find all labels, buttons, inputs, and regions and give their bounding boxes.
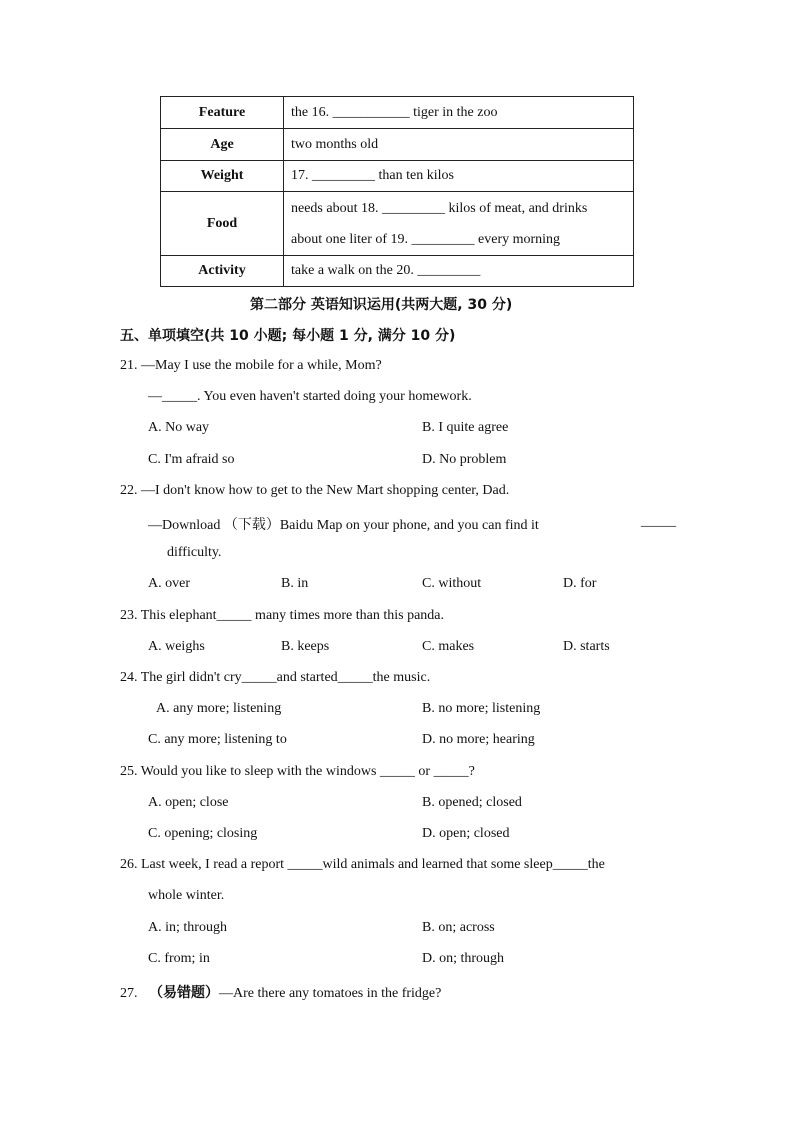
question-27-number: 27. xyxy=(120,986,138,1001)
table-row xyxy=(161,97,634,129)
question-27-tag: （易错题） xyxy=(149,985,219,1001)
option-22-d[interactable]: D. for xyxy=(563,576,597,591)
row-label: Age xyxy=(161,129,284,161)
option-24-a[interactable]: A. any more; listening xyxy=(156,701,282,716)
row-label: Feature xyxy=(161,97,284,129)
table-row xyxy=(161,192,634,256)
option-21-a[interactable]: A. No way xyxy=(148,420,210,435)
option-22-a[interactable]: A. over xyxy=(148,576,190,591)
row-value xyxy=(284,192,634,256)
question-27-stem xyxy=(120,982,441,1002)
row-label: Food xyxy=(161,192,284,256)
option-21-c[interactable]: C. I'm afraid so xyxy=(148,452,235,467)
option-21-d[interactable]: D. No problem xyxy=(422,452,507,467)
option-25-a[interactable]: A. open; close xyxy=(148,795,229,810)
option-26-d[interactable]: D. on; through xyxy=(422,951,505,966)
option-25-c[interactable]: C. opening; closing xyxy=(148,826,258,841)
question-22-blank: _____ xyxy=(641,514,676,529)
question-27-text: —Are there any tomatoes in the fridge? xyxy=(219,986,442,1001)
question-21-reply: —_____. You even haven't started doing your homework. xyxy=(148,389,472,404)
table-row xyxy=(161,256,634,287)
option-21-b[interactable]: B. I quite agree xyxy=(422,420,509,435)
option-23-d[interactable]: D. starts xyxy=(563,639,610,654)
question-22-stem: 22. —I don't know how to get to the New Mart shopping center, Dad. xyxy=(120,483,510,498)
option-22-b[interactable]: B. in xyxy=(281,576,309,591)
row-value-line2: about one liter of 19. _________ every morning xyxy=(291,231,561,247)
option-23-c[interactable]: C. makes xyxy=(422,639,475,654)
section5-heading: 五、单项填空(共 10 小题; 每小题 1 分, 满分 10 分) xyxy=(120,328,456,344)
info-table xyxy=(160,96,634,287)
option-23-a[interactable]: A. weighs xyxy=(148,639,205,654)
question-25-stem: 25. Would you like to sleep with the windows _____ or _____? xyxy=(120,764,475,779)
option-26-a[interactable]: A. in; through xyxy=(148,920,227,935)
part2-heading: 第二部分 英语知识运用(共两大题, 30 分) xyxy=(250,297,513,313)
question-23-stem: 23. This elephant_____ many times more than this panda. xyxy=(120,608,445,623)
option-24-c[interactable]: C. any more; listening to xyxy=(148,732,287,747)
row-value: 17. _________ than ten kilos xyxy=(284,161,634,192)
row-label: Activity xyxy=(161,256,284,287)
option-25-b[interactable]: B. opened; closed xyxy=(422,795,522,810)
option-25-d[interactable]: D. open; closed xyxy=(422,826,510,841)
option-24-b[interactable]: B. no more; listening xyxy=(422,701,541,716)
option-26-c[interactable]: C. from; in xyxy=(148,951,210,966)
question-22-reply-cont: difficulty. xyxy=(167,545,222,560)
option-26-b[interactable]: B. on; across xyxy=(422,920,495,935)
option-23-b[interactable]: B. keeps xyxy=(281,639,330,654)
question-26-stem: 26. Last week, I read a report _____wild animals and learned that some sleep_____the xyxy=(120,857,605,872)
option-24-d[interactable]: D. no more; hearing xyxy=(422,732,535,747)
row-value-line1: needs about 18. _________ kilos of meat, and drinks xyxy=(291,200,588,216)
option-22-c[interactable]: C. without xyxy=(422,576,482,591)
question-24-stem: 24. The girl didn't cry_____and started_____the music. xyxy=(120,670,431,685)
question-26-stem-cont: whole winter. xyxy=(148,888,225,903)
row-value: the 16. ___________ tiger in the zoo xyxy=(284,97,634,129)
question-22-reply: —Download （下载）Baidu Map on your phone, and you can find it xyxy=(148,518,539,533)
row-value: take a walk on the 20. _________ xyxy=(284,256,634,287)
row-value: two months old xyxy=(284,129,634,161)
table-row xyxy=(161,161,634,192)
table-row xyxy=(161,129,634,161)
question-21-stem: 21. —May I use the mobile for a while, Mom? xyxy=(120,358,382,373)
row-label: Weight xyxy=(161,161,284,192)
